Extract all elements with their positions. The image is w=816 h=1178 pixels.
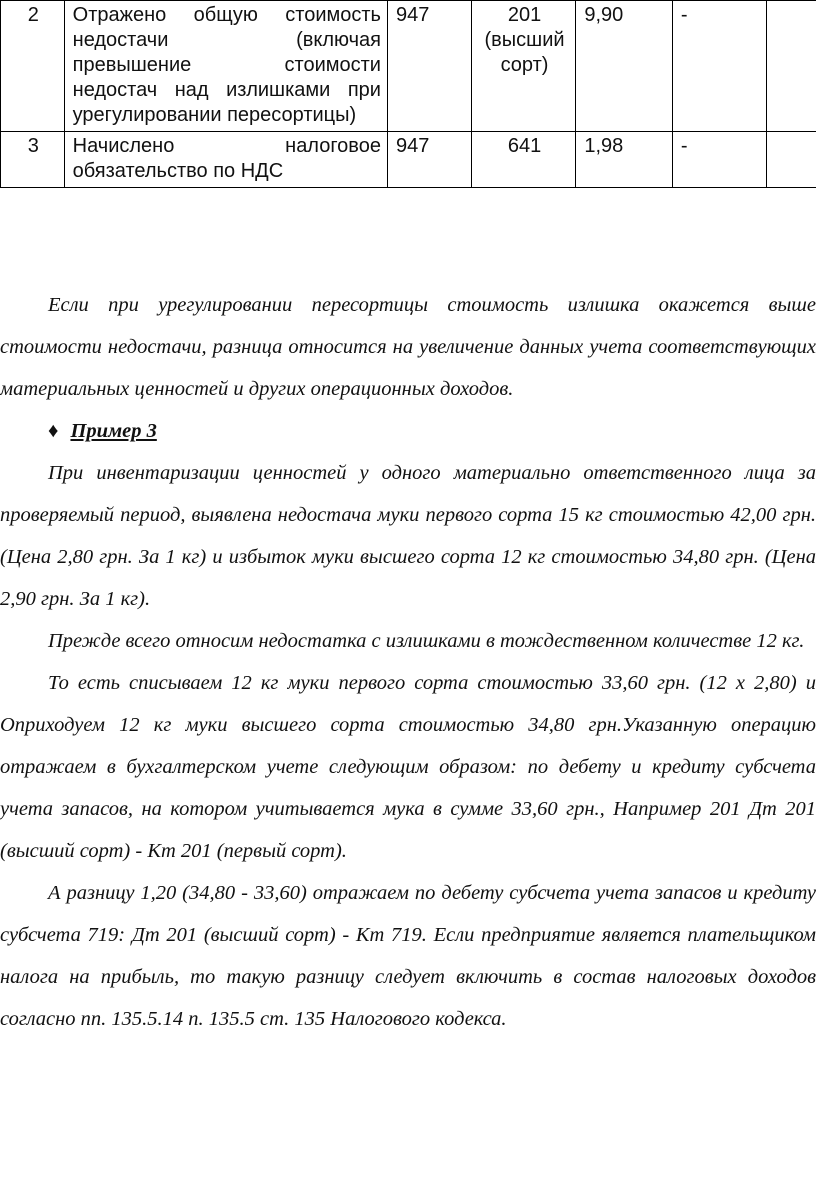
operation-description: Отражено общую стоимость недостачи (включая превышение стоимости недостач над излишками при урегулировании пересортицы) xyxy=(64,1,387,132)
example-label: Пример 3 xyxy=(70,420,157,442)
credit-account: 201 xyxy=(507,4,542,26)
credit-account-cell xyxy=(471,1,576,132)
extra-value: - xyxy=(672,1,766,132)
example-heading xyxy=(0,410,816,452)
extra-value: - xyxy=(672,132,766,188)
document-body xyxy=(0,284,816,1040)
debit-account: 947 xyxy=(387,1,471,132)
debit-account: 947 xyxy=(387,132,471,188)
amount: 1,98 xyxy=(576,132,672,188)
paragraph: То есть списываем 12 кг муки первого сорта стоимостью 33,60 грн. (12 х 2,80) и Оприходуем 12 кг муки высшего сорта стоимостью 34,80 грн.Указанную операцию отражаем в бухгалтерском учете следующим образом: по дебету и кредиту субсчета учета запасов, на котором учитывается мука в сумме 33,60 грн., Например 201 Дт 201 (высший сорт) - Кт 201 (первый сорт). xyxy=(0,672,816,862)
diamond-bullet-icon: ♦ xyxy=(48,420,59,442)
paragraph: А разницу 1,20 (34,80 - 33,60) отражаем по дебету субсчета учета запасов и кредиту субсчета 719: Дт 201 (высший сорт) - Кт 719. Если предприятие является плательщиком налога на прибыль, то такую разницу следует включить в состав налоговых доходов согласно пп. 135.5.14 п. 135.5 ст. 135 Налогового кодекса. xyxy=(0,882,816,1030)
row-number: 3 xyxy=(1,132,65,188)
paragraph: Прежде всего относим недостатка с излишками в тождественном количестве 12 кг. xyxy=(48,630,805,652)
operation-description: Начислено налоговое обязательство по НДС xyxy=(64,132,387,188)
credit-account-note: (высший сорт) xyxy=(484,29,565,76)
accounting-entries-table xyxy=(0,0,816,188)
table-row xyxy=(1,1,816,132)
paragraph: Если при урегулировании пересортицы стоимость излишка окажется выше стоимости недостачи, разница относится на увеличение данных учета соответствующих материальных ценностей и других операционных доходов. xyxy=(0,294,816,400)
credit-account: 641 xyxy=(507,135,542,157)
table-row xyxy=(1,132,816,188)
paragraph: При инвентаризации ценностей у одного материально ответственного лица за проверяемый период, выявлена недостача муки первого сорта 15 кг стоимостью 42,00 грн. (Цена 2,80 грн. За 1 кг) и избыток муки высшего сорта 12 кг стоимостью 34,80 грн. (Цена 2,90 грн. За 1 кг). xyxy=(0,462,816,610)
amount: 9,90 xyxy=(576,1,672,132)
empty-cell xyxy=(767,132,816,188)
credit-account-cell xyxy=(471,132,576,188)
empty-cell xyxy=(767,1,816,132)
row-number: 2 xyxy=(1,1,65,132)
